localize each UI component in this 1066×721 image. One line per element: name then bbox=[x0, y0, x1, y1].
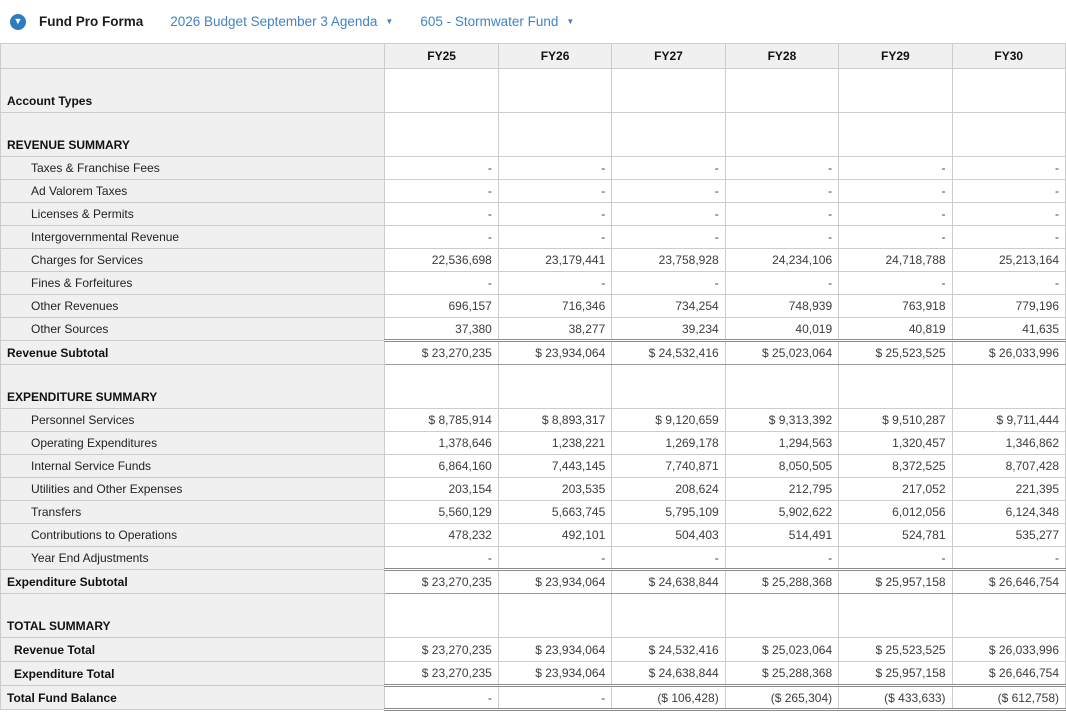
value-cell: - bbox=[385, 180, 498, 203]
value-cell: 524,781 bbox=[839, 524, 952, 547]
row-label: Other Revenues bbox=[1, 295, 385, 318]
value-cell: 212,795 bbox=[725, 478, 838, 501]
value-cell: ($ 612,758) bbox=[952, 686, 1065, 710]
value-cell: - bbox=[385, 686, 498, 710]
value-cell: 1,320,457 bbox=[839, 432, 952, 455]
row-label: Revenue Subtotal bbox=[1, 341, 385, 365]
value-cell: $ 23,270,235 bbox=[385, 638, 498, 662]
value-cell: $ 9,711,444 bbox=[952, 409, 1065, 432]
value-cell: $ 23,934,064 bbox=[498, 662, 611, 686]
value-cell: 504,403 bbox=[612, 524, 725, 547]
value-cell bbox=[385, 69, 498, 113]
page-title: Fund Pro Forma bbox=[39, 14, 144, 29]
value-cell: - bbox=[498, 203, 611, 226]
row-other-revenues bbox=[1, 295, 1066, 318]
value-cell: 535,277 bbox=[952, 524, 1065, 547]
value-cell: - bbox=[839, 226, 952, 249]
value-cell: - bbox=[612, 226, 725, 249]
value-cell: - bbox=[498, 272, 611, 295]
row-revenue-total bbox=[1, 638, 1066, 662]
value-cell bbox=[839, 69, 952, 113]
row-charges-for-services bbox=[1, 249, 1066, 272]
value-cell: $ 23,270,235 bbox=[385, 662, 498, 686]
value-cell: 6,012,056 bbox=[839, 501, 952, 524]
column-header-row bbox=[1, 44, 1066, 69]
value-cell: - bbox=[385, 547, 498, 570]
value-cell bbox=[612, 365, 725, 409]
row-ad-valorem-taxes bbox=[1, 180, 1066, 203]
row-transfers bbox=[1, 501, 1066, 524]
row-total-fund-balance bbox=[1, 686, 1066, 710]
row-label: Expenditure Subtotal bbox=[1, 570, 385, 594]
page-header bbox=[0, 0, 1066, 43]
value-cell: 5,795,109 bbox=[612, 501, 725, 524]
row-label: Internal Service Funds bbox=[1, 455, 385, 478]
value-cell: 40,819 bbox=[839, 318, 952, 341]
value-cell: 1,294,563 bbox=[725, 432, 838, 455]
value-cell: $ 26,646,754 bbox=[952, 662, 1065, 686]
row-label: Year End Adjustments bbox=[1, 547, 385, 570]
value-cell: - bbox=[385, 272, 498, 295]
value-cell bbox=[725, 113, 838, 157]
chevron-down-icon: ▼ bbox=[566, 17, 575, 26]
value-cell bbox=[498, 594, 611, 638]
value-cell: - bbox=[725, 203, 838, 226]
value-cell: 221,395 bbox=[952, 478, 1065, 501]
value-cell: 23,179,441 bbox=[498, 249, 611, 272]
value-cell: 24,718,788 bbox=[839, 249, 952, 272]
value-cell bbox=[725, 69, 838, 113]
row-label: Charges for Services bbox=[1, 249, 385, 272]
pro-forma-table bbox=[0, 43, 1066, 711]
value-cell: $ 25,288,368 bbox=[725, 662, 838, 686]
value-cell bbox=[839, 113, 952, 157]
value-cell: - bbox=[725, 547, 838, 570]
value-cell bbox=[498, 365, 611, 409]
value-cell bbox=[385, 594, 498, 638]
row-label: EXPENDITURE SUMMARY bbox=[1, 365, 385, 409]
value-cell: $ 25,957,158 bbox=[839, 662, 952, 686]
row-label: Expenditure Total bbox=[1, 662, 385, 686]
row-label: Utilities and Other Expenses bbox=[1, 478, 385, 501]
value-cell: - bbox=[839, 272, 952, 295]
row-other-sources bbox=[1, 318, 1066, 341]
row-label: Personnel Services bbox=[1, 409, 385, 432]
row-licenses-permits bbox=[1, 203, 1066, 226]
value-cell: 37,380 bbox=[385, 318, 498, 341]
row-utilities-and-other-expenses bbox=[1, 478, 1066, 501]
value-cell: - bbox=[612, 272, 725, 295]
value-cell: 22,536,698 bbox=[385, 249, 498, 272]
value-cell: 7,740,871 bbox=[612, 455, 725, 478]
value-cell: $ 24,638,844 bbox=[612, 662, 725, 686]
row-account-types bbox=[1, 69, 1066, 113]
value-cell bbox=[952, 69, 1065, 113]
column-header-fy26: FY26 bbox=[498, 44, 611, 69]
value-cell: - bbox=[612, 203, 725, 226]
row-fines-forfeitures bbox=[1, 272, 1066, 295]
value-cell: 1,378,646 bbox=[385, 432, 498, 455]
row-personnel-services bbox=[1, 409, 1066, 432]
value-cell: $ 24,532,416 bbox=[612, 638, 725, 662]
value-cell: - bbox=[385, 157, 498, 180]
value-cell: $ 23,270,235 bbox=[385, 570, 498, 594]
value-cell: - bbox=[725, 272, 838, 295]
value-cell: ($ 106,428) bbox=[612, 686, 725, 710]
value-cell: $ 9,120,659 bbox=[612, 409, 725, 432]
value-cell bbox=[839, 365, 952, 409]
value-cell: $ 23,934,064 bbox=[498, 570, 611, 594]
value-cell: $ 24,638,844 bbox=[612, 570, 725, 594]
value-cell: 5,663,745 bbox=[498, 501, 611, 524]
row-label: Transfers bbox=[1, 501, 385, 524]
collapse-section-icon[interactable]: ▼ bbox=[10, 14, 26, 30]
table-body bbox=[1, 69, 1066, 710]
value-cell bbox=[498, 113, 611, 157]
row-year-end-adjustments bbox=[1, 547, 1066, 570]
column-header-fy27: FY27 bbox=[612, 44, 725, 69]
value-cell bbox=[612, 69, 725, 113]
value-cell: - bbox=[612, 157, 725, 180]
value-cell: $ 23,934,064 bbox=[498, 638, 611, 662]
value-cell bbox=[725, 594, 838, 638]
value-cell: 203,535 bbox=[498, 478, 611, 501]
row-total-summary bbox=[1, 594, 1066, 638]
value-cell: 8,372,525 bbox=[839, 455, 952, 478]
value-cell: - bbox=[952, 157, 1065, 180]
value-cell: $ 26,033,996 bbox=[952, 638, 1065, 662]
value-cell: 217,052 bbox=[839, 478, 952, 501]
value-cell: $ 9,313,392 bbox=[725, 409, 838, 432]
budget-scenario-dropdown[interactable] bbox=[170, 14, 393, 29]
row-intergovernmental-revenue bbox=[1, 226, 1066, 249]
value-cell: 8,050,505 bbox=[725, 455, 838, 478]
value-cell: $ 25,523,525 bbox=[839, 638, 952, 662]
value-cell: 23,758,928 bbox=[612, 249, 725, 272]
row-label: Fines & Forfeitures bbox=[1, 272, 385, 295]
value-cell: $ 25,023,064 bbox=[725, 341, 838, 365]
value-cell: $ 26,646,754 bbox=[952, 570, 1065, 594]
fund-dropdown[interactable] bbox=[420, 14, 574, 29]
value-cell: 779,196 bbox=[952, 295, 1065, 318]
value-cell: 716,346 bbox=[498, 295, 611, 318]
value-cell: - bbox=[839, 157, 952, 180]
value-cell: 514,491 bbox=[725, 524, 838, 547]
row-label: Licenses & Permits bbox=[1, 203, 385, 226]
table-head bbox=[1, 44, 1066, 69]
value-cell: $ 24,532,416 bbox=[612, 341, 725, 365]
value-cell: $ 25,523,525 bbox=[839, 341, 952, 365]
value-cell bbox=[725, 365, 838, 409]
value-cell bbox=[612, 113, 725, 157]
chevron-down-icon: ▼ bbox=[385, 17, 394, 26]
value-cell: 24,234,106 bbox=[725, 249, 838, 272]
value-cell: - bbox=[725, 180, 838, 203]
value-cell: ($ 433,633) bbox=[839, 686, 952, 710]
value-cell bbox=[498, 69, 611, 113]
value-cell: 478,232 bbox=[385, 524, 498, 547]
value-cell bbox=[612, 594, 725, 638]
row-internal-service-funds bbox=[1, 455, 1066, 478]
row-label: Intergovernmental Revenue bbox=[1, 226, 385, 249]
value-cell: - bbox=[498, 547, 611, 570]
value-cell: - bbox=[952, 272, 1065, 295]
row-label: REVENUE SUMMARY bbox=[1, 113, 385, 157]
value-cell: ($ 265,304) bbox=[725, 686, 838, 710]
value-cell: - bbox=[612, 547, 725, 570]
value-cell: 7,443,145 bbox=[498, 455, 611, 478]
row-label: Total Fund Balance bbox=[1, 686, 385, 710]
value-cell: $ 23,934,064 bbox=[498, 341, 611, 365]
row-expenditure-summary bbox=[1, 365, 1066, 409]
row-contributions-to-operations bbox=[1, 524, 1066, 547]
row-label: Account Types bbox=[1, 69, 385, 113]
value-cell: 748,939 bbox=[725, 295, 838, 318]
value-cell: $ 9,510,287 bbox=[839, 409, 952, 432]
row-expenditure-total bbox=[1, 662, 1066, 686]
row-label: Ad Valorem Taxes bbox=[1, 180, 385, 203]
value-cell: - bbox=[839, 547, 952, 570]
row-label: Other Sources bbox=[1, 318, 385, 341]
value-cell: 492,101 bbox=[498, 524, 611, 547]
value-cell: 203,154 bbox=[385, 478, 498, 501]
column-header-fy25: FY25 bbox=[385, 44, 498, 69]
value-cell bbox=[952, 594, 1065, 638]
value-cell: 208,624 bbox=[612, 478, 725, 501]
value-cell: $ 23,270,235 bbox=[385, 341, 498, 365]
value-cell: - bbox=[952, 180, 1065, 203]
row-revenue-subtotal bbox=[1, 341, 1066, 365]
value-cell: - bbox=[839, 203, 952, 226]
value-cell: 1,346,862 bbox=[952, 432, 1065, 455]
row-taxes-franchise-fees bbox=[1, 157, 1066, 180]
column-header-fy29: FY29 bbox=[839, 44, 952, 69]
value-cell: - bbox=[612, 180, 725, 203]
value-cell: 6,864,160 bbox=[385, 455, 498, 478]
value-cell: 696,157 bbox=[385, 295, 498, 318]
column-header-fy30: FY30 bbox=[952, 44, 1065, 69]
value-cell: - bbox=[385, 226, 498, 249]
value-cell: 1,238,221 bbox=[498, 432, 611, 455]
value-cell: 734,254 bbox=[612, 295, 725, 318]
corner-cell bbox=[1, 44, 385, 69]
value-cell bbox=[952, 113, 1065, 157]
value-cell: 1,269,178 bbox=[612, 432, 725, 455]
value-cell bbox=[952, 365, 1065, 409]
value-cell: $ 25,957,158 bbox=[839, 570, 952, 594]
value-cell: - bbox=[952, 203, 1065, 226]
value-cell: $ 26,033,996 bbox=[952, 341, 1065, 365]
value-cell bbox=[385, 365, 498, 409]
row-label: TOTAL SUMMARY bbox=[1, 594, 385, 638]
row-operating-expenditures bbox=[1, 432, 1066, 455]
value-cell: 25,213,164 bbox=[952, 249, 1065, 272]
value-cell: 38,277 bbox=[498, 318, 611, 341]
value-cell bbox=[385, 113, 498, 157]
value-cell: - bbox=[725, 226, 838, 249]
row-expenditure-subtotal bbox=[1, 570, 1066, 594]
value-cell: - bbox=[498, 686, 611, 710]
value-cell: 8,707,428 bbox=[952, 455, 1065, 478]
value-cell: - bbox=[498, 180, 611, 203]
value-cell: - bbox=[725, 157, 838, 180]
value-cell: - bbox=[385, 203, 498, 226]
value-cell: $ 25,023,064 bbox=[725, 638, 838, 662]
value-cell: 5,560,129 bbox=[385, 501, 498, 524]
value-cell: 5,902,622 bbox=[725, 501, 838, 524]
value-cell: - bbox=[498, 226, 611, 249]
row-label: Operating Expenditures bbox=[1, 432, 385, 455]
budget-scenario-dropdown-label: 2026 Budget September 3 Agenda bbox=[170, 14, 378, 29]
value-cell: 763,918 bbox=[839, 295, 952, 318]
value-cell: 40,019 bbox=[725, 318, 838, 341]
value-cell: 6,124,348 bbox=[952, 501, 1065, 524]
value-cell: - bbox=[952, 547, 1065, 570]
value-cell bbox=[839, 594, 952, 638]
value-cell: - bbox=[952, 226, 1065, 249]
row-revenue-summary bbox=[1, 113, 1066, 157]
column-header-fy28: FY28 bbox=[725, 44, 838, 69]
fund-dropdown-label: 605 - Stormwater Fund bbox=[420, 14, 559, 29]
row-label: Revenue Total bbox=[1, 638, 385, 662]
value-cell: - bbox=[498, 157, 611, 180]
row-label: Taxes & Franchise Fees bbox=[1, 157, 385, 180]
value-cell: $ 8,785,914 bbox=[385, 409, 498, 432]
value-cell: $ 25,288,368 bbox=[725, 570, 838, 594]
value-cell: - bbox=[839, 180, 952, 203]
value-cell: 39,234 bbox=[612, 318, 725, 341]
row-label: Contributions to Operations bbox=[1, 524, 385, 547]
value-cell: 41,635 bbox=[952, 318, 1065, 341]
value-cell: $ 8,893,317 bbox=[498, 409, 611, 432]
